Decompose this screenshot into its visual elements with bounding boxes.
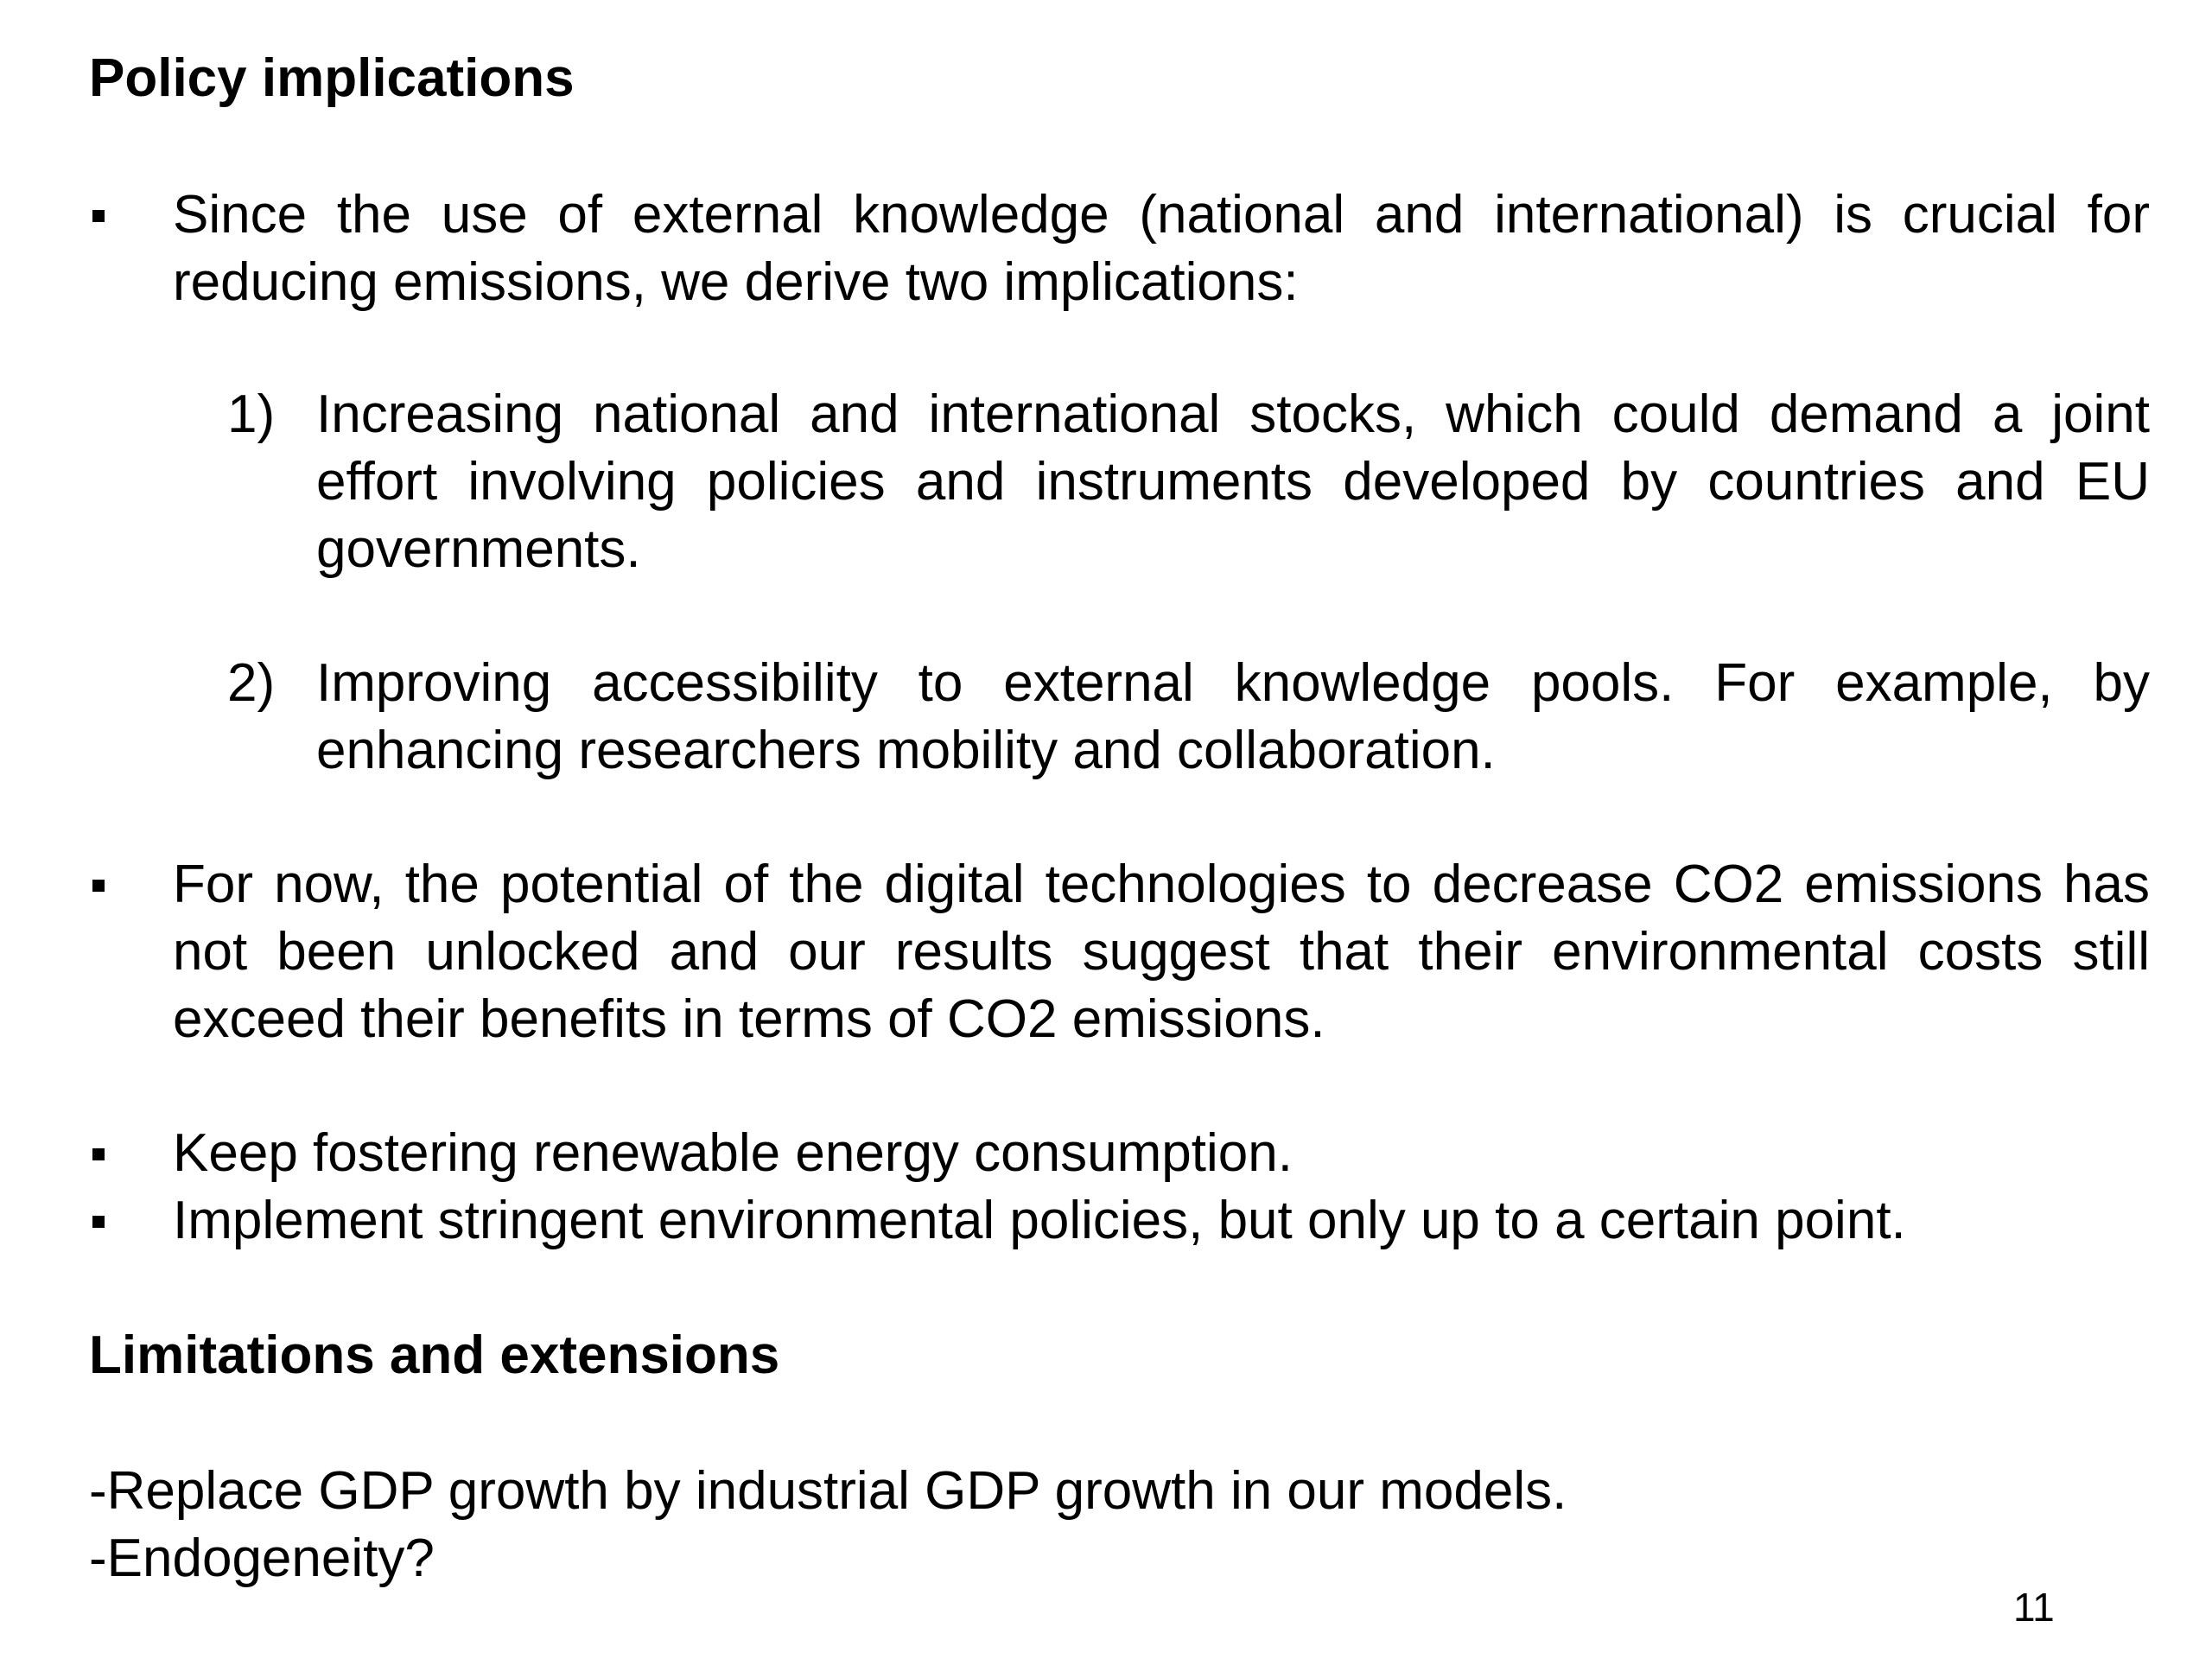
- list-number: 2): [227, 653, 276, 713]
- bullet-item-digital-technologies: [89, 851, 2150, 1053]
- page-number: 11: [2013, 1585, 2055, 1630]
- numbered-item-text: Increasing national and international stocks, which could demand a joint effort involving policies and instruments developed by countries and EU governments.: [316, 385, 2150, 579]
- square-bullet-icon: [92, 880, 105, 892]
- limitations-heading: Limitations and extensions: [89, 1325, 780, 1385]
- limitation-line: -Replace GDP growth by industrial GDP growth in our models.: [89, 1461, 1567, 1521]
- square-bullet-icon: [92, 210, 105, 222]
- numbered-item-1: [227, 381, 2150, 583]
- bullet-item-external-knowledge: [89, 181, 2150, 316]
- bullet-text: For now, the potential of the digital technologies to decrease CO2 emissions has not been unlocked and our results suggest that their environmental costs still exceed their benefits in terms of CO2 emissions.: [173, 855, 2150, 1049]
- bullet-item-environmental-policies: [89, 1187, 2150, 1255]
- square-bullet-icon: [92, 1216, 105, 1228]
- bullet-item-renewable-energy: [89, 1120, 2150, 1187]
- bullet-text: Implement stringent environmental policies, but only up to a certain point.: [173, 1191, 1906, 1250]
- numbered-item-2: [227, 650, 2150, 785]
- policy-implications-heading: Policy implications: [89, 48, 575, 108]
- limitation-line: -Endogeneity?: [89, 1529, 435, 1588]
- numbered-item-text: Improving accessibility to external knowledge pools. For example, by enhancing researchers mobility and collaboration.: [316, 653, 2150, 780]
- bullet-text: Since the use of external knowledge (national and international) is crucial for reducing emissions, we derive two implications:: [173, 185, 2150, 312]
- bullet-text: Keep fostering renewable energy consumption.: [173, 1123, 1293, 1183]
- list-number: 1): [227, 385, 276, 444]
- square-bullet-icon: [92, 1148, 105, 1160]
